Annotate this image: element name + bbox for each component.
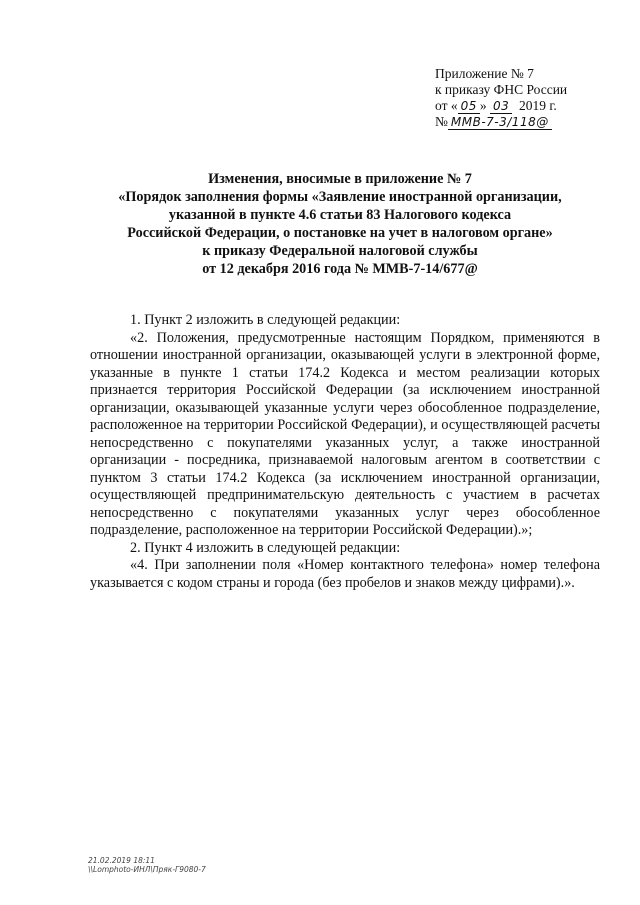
date-prefix: от « xyxy=(435,98,458,113)
appendix-date-line xyxy=(435,98,615,114)
paragraph-quote-4: «4. При заполнении поля «Номер контактного телефона» номер телефона указывается с кодом страны и города (без пробелов и знаков между цифрами).». xyxy=(90,557,600,591)
title-line: указанной в пункте 4.6 статьи 83 Налогового кодекса xyxy=(168,207,512,223)
title-line: к приказу Федеральной налоговой службы xyxy=(202,243,478,259)
title-line: «Порядок заполнения формы «Заявление иностранной организации, xyxy=(118,189,562,205)
document-title xyxy=(80,170,600,278)
date-year: 2019 г. xyxy=(519,98,557,113)
title-line: Российской Федерации, о постановке на учет в налоговом органе» xyxy=(127,225,553,241)
date-mid: » xyxy=(479,98,491,113)
date-day: 05 xyxy=(458,99,480,114)
print-stamp-path: \\Lomphoto-ИНЛ\Пряк-Г9080-7 xyxy=(88,865,206,874)
title-line: Изменения, вносимые в приложение № 7 xyxy=(208,171,472,187)
paragraph-quote-2: «2. Положения, предусмотренные настоящим Порядком, применяются в отношении иностранной организации, оказывающей услуги в электронной форме, указанные в пункте 1 статьи 174.2 Кодекса и местом реализации которых признается территория Российской Федерации (за исключением иностранной организации, оказывающей указанные услуги через обособленное подразделение, расположенное на территории Российской Федерации), и осуществляющей расчеты непосредственно с покупателями указанных услуг, а также иностранной организации - посредника, признаваемой налоговым агентом в соответствии с пунктом 3 статьи 174.2 Кодекса (за исключением иностранной организации, осуществляющей предпринимательскую деятельность с участием в расчетах непосредственно с покупателями указанных услуг через обособленное подразделение, расположенное на территории Российской Федерации).»; xyxy=(90,329,600,538)
title-line: от 12 декабря 2016 года № ММВ-7-14/677@ xyxy=(202,261,478,277)
print-stamp-date: 21.02.2019 18:11 xyxy=(88,856,155,865)
order-number: ММВ-7-3/118@ xyxy=(448,115,552,130)
document-body xyxy=(90,312,600,592)
paragraph-item-2: 2. Пункт 4 изложить в следующей редакции: xyxy=(130,539,401,556)
appendix-order-line: к приказу ФНС России xyxy=(435,82,568,97)
number-prefix: № xyxy=(435,114,448,129)
date-month: 03 xyxy=(490,99,512,114)
appendix-number-line xyxy=(435,114,615,130)
paragraph-item-1: 1. Пункт 2 изложить в следующей редакции: xyxy=(130,312,401,328)
appendix-header xyxy=(435,66,615,130)
appendix-line: Приложение № 7 xyxy=(435,66,534,81)
print-stamp xyxy=(88,856,308,874)
